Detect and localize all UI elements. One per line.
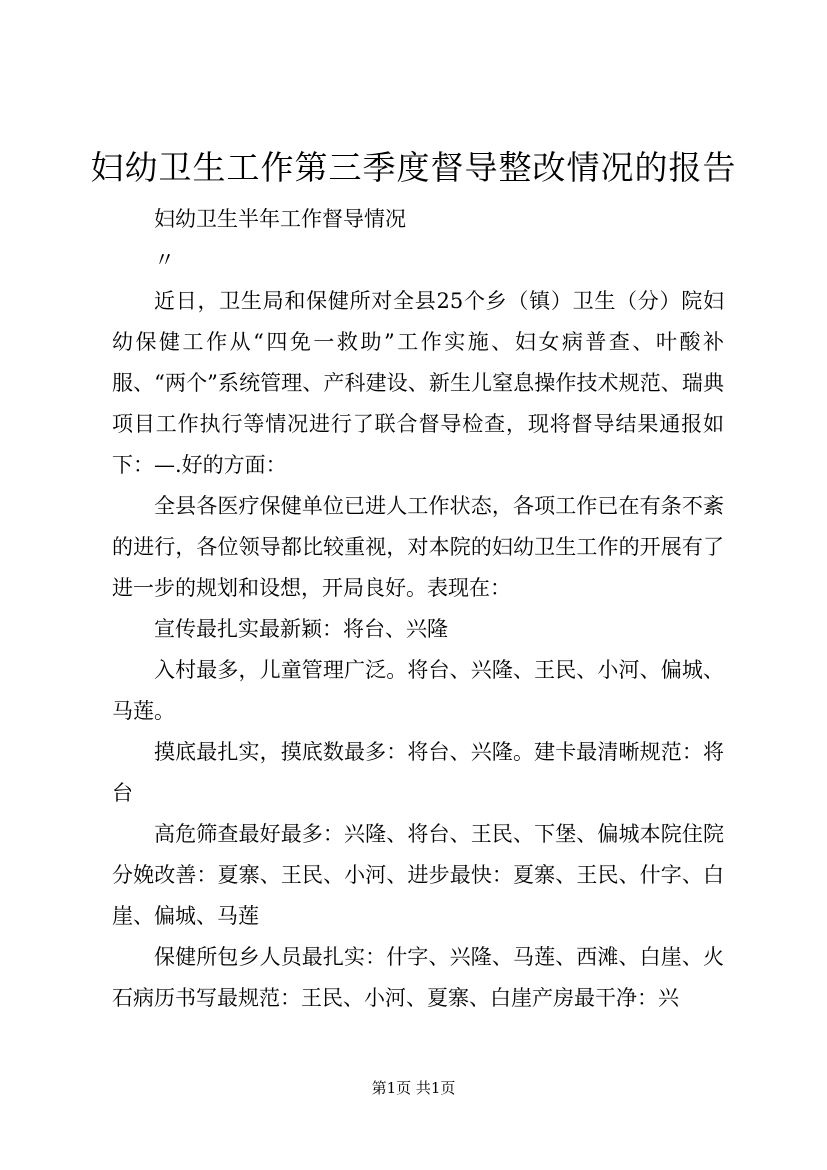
document-title: 妇幼卫生工作第三季度督导整改情况的报告: [90, 148, 737, 187]
paragraph-subtitle: 妇幼卫生半年工作督导情况: [154, 207, 406, 231]
paragraph-staff: 保健所包乡人员最扎实：什字、兴隆、马莲、西滩、白崖、火石病历书写最规范：王民、小河、夏寨、白崖产房最干净：兴: [112, 945, 724, 1010]
paragraph-intro: 近日，卫生局和保健所对全县25个乡（镇）卫生（分）院妇幼保健工作从“四免一救助”工作实施、妇女病普查、叶酸补服、“两个”系统管理、产科建设、新生儿窒息操作技术规范、瑞典项目工作执行等情况进行了联合督导检查，现将督导结果通报如下：—.好的方面：: [112, 289, 724, 477]
paragraph-publicity: 宣传最扎实最新颖：将台、兴隆: [154, 617, 448, 641]
paragraph-survey: 摸底最扎实，摸底数最多：将台、兴隆。建卡最清晰规范：将台: [112, 740, 724, 805]
paragraph-village-visits: 入村最多，儿童管理广泛。将台、兴隆、王民、小河、偏城、马莲。: [112, 658, 724, 723]
paragraph-overview: 全县各医疗保健单位已进人工作状态，各项工作已在有条不紊的进行，各位领导都比较重视，对本院的妇幼卫生工作的开展有了进一步的规划和设想，开局良好。表现在：: [112, 494, 724, 600]
paragraph-screening: 高危筛查最好最多：兴隆、将台、王民、下堡、偏城本院住院分娩改善：夏寨、王民、小河、进步最快：夏寨、王民、什字、白崖、偏城、马莲: [112, 822, 724, 928]
paragraph-ditto-mark: 〃: [154, 248, 175, 272]
page-footer: 第1页 共1页: [371, 1079, 456, 1097]
document-body: [112, 199, 724, 1019]
